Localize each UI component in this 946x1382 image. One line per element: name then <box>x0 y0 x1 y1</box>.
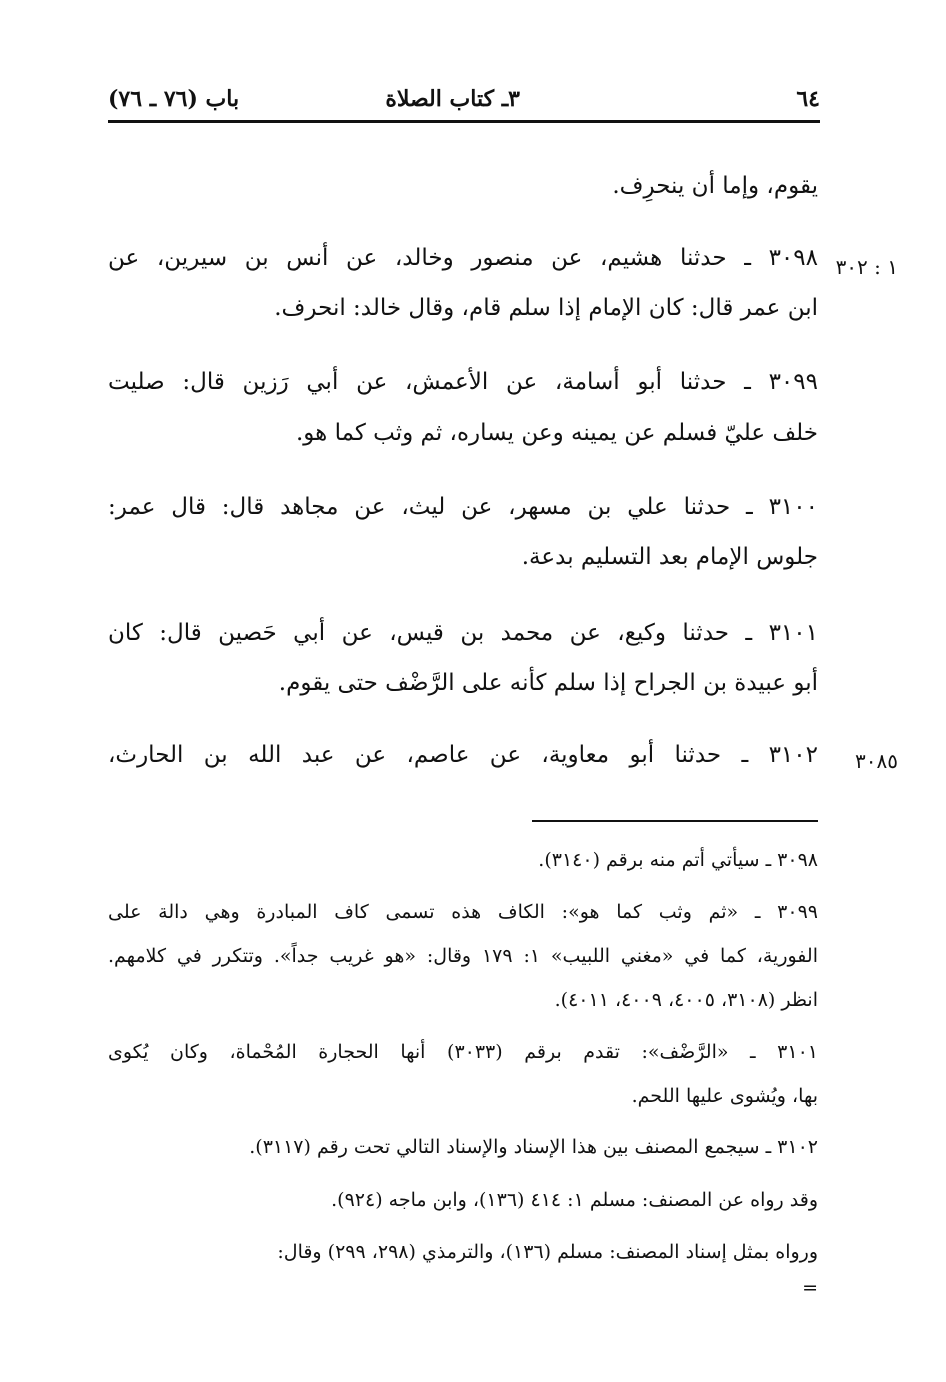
book-title: ٣ـ كتاب الصلاة <box>385 86 520 112</box>
footnote-line: انظر (٣١٠٨، ٤٠٠٥، ٤٠٠٩، ٤٠١١). <box>554 989 818 1011</box>
hadith-3100: ٣١٠٠ ـ حدثنا علي بن مسهر، عن ليث، عن مجاهد قال: قال عمر: <box>108 494 818 520</box>
footnote-line: بها، ويُشوى عليها اللحم. <box>631 1085 818 1107</box>
footnote-line: ٣٠٩٨ ـ سيأتي أتم منه برقم (٣١٤٠). <box>538 849 818 871</box>
margin-reference: ٣٠٨٥ <box>855 749 898 773</box>
margin-reference: ١ : ٣٠٢ <box>835 255 898 279</box>
footnote-line: ورواه بمثل إسناد المصنف: مسلم (١٣٦)، والترمذي (٢٩٨، ٢٩٩) وقال: <box>277 1241 818 1263</box>
footnote-separator <box>532 820 818 822</box>
body-line: يقوم، وإما أن ينحرِف. <box>612 173 818 199</box>
page-header <box>108 80 820 123</box>
body-line: جلوس الإمام بعد التسليم بدعة. <box>521 544 818 570</box>
hadith-3102: ٣١٠٢ ـ حدثنا أبو معاوية، عن عاصم، عن عبد الله بن الحارث، <box>108 742 818 768</box>
hadith-3101: ٣١٠١ ـ حدثنا وكيع، عن محمد بن قيس، عن أبي حَصين قال: كان <box>108 620 818 646</box>
hadith-3098: ٣٠٩٨ ـ حدثنا هشيم، عن منصور وخالد، عن أنس بن سيرين، عن <box>108 245 818 271</box>
footnote-line: ٣٠٩٩ ـ «ثم وثب كما هو»: الكاف هذه تسمى كاف المبادرة وهي دالة على <box>108 901 818 923</box>
continuation-mark: = <box>802 1277 818 1299</box>
chapter-label: باب (٧٦ ـ ٧٦) <box>108 86 240 112</box>
footnote-line: ٣١٠١ ـ «الرَّضْف»: تقدم برقم (٣٠٣٣) أنها الحجارة المُحْماة، وكان يُكوى <box>108 1041 818 1063</box>
page-number: ٦٤ <box>796 86 820 112</box>
footnote-line: وقد رواه عن المصنف: مسلم ١: ٤١٤ (١٣٦)، وابن ماجه (٩٢٤). <box>331 1189 818 1211</box>
footnote-line: الفورية، كما في «مغني اللبيب» ١: ١٧٩ وقال: «هو غريب جداً». وتتكرر في كلامهم. <box>108 945 818 967</box>
body-line: ابن عمر قال: كان الإمام إذا سلم قام، وقال خالد: انحرف. <box>274 295 818 321</box>
footnote-line: ٣١٠٢ ـ سيجمع المصنف بين هذا الإسناد والإسناد التالي تحت رقم (٣١١٧). <box>249 1136 818 1158</box>
body-line: خلف عليّ فسلم عن يمينه وعن يساره، ثم وثب كما هو. <box>295 420 818 446</box>
body-line: أبو عبيدة بن الجراح إذا سلم كأنه على الرَّضْف حتى يقوم. <box>278 670 818 696</box>
hadith-3099: ٣٠٩٩ ـ حدثنا أبو أسامة، عن الأعمش، عن أبي رَزين قال: صليت <box>108 369 818 395</box>
